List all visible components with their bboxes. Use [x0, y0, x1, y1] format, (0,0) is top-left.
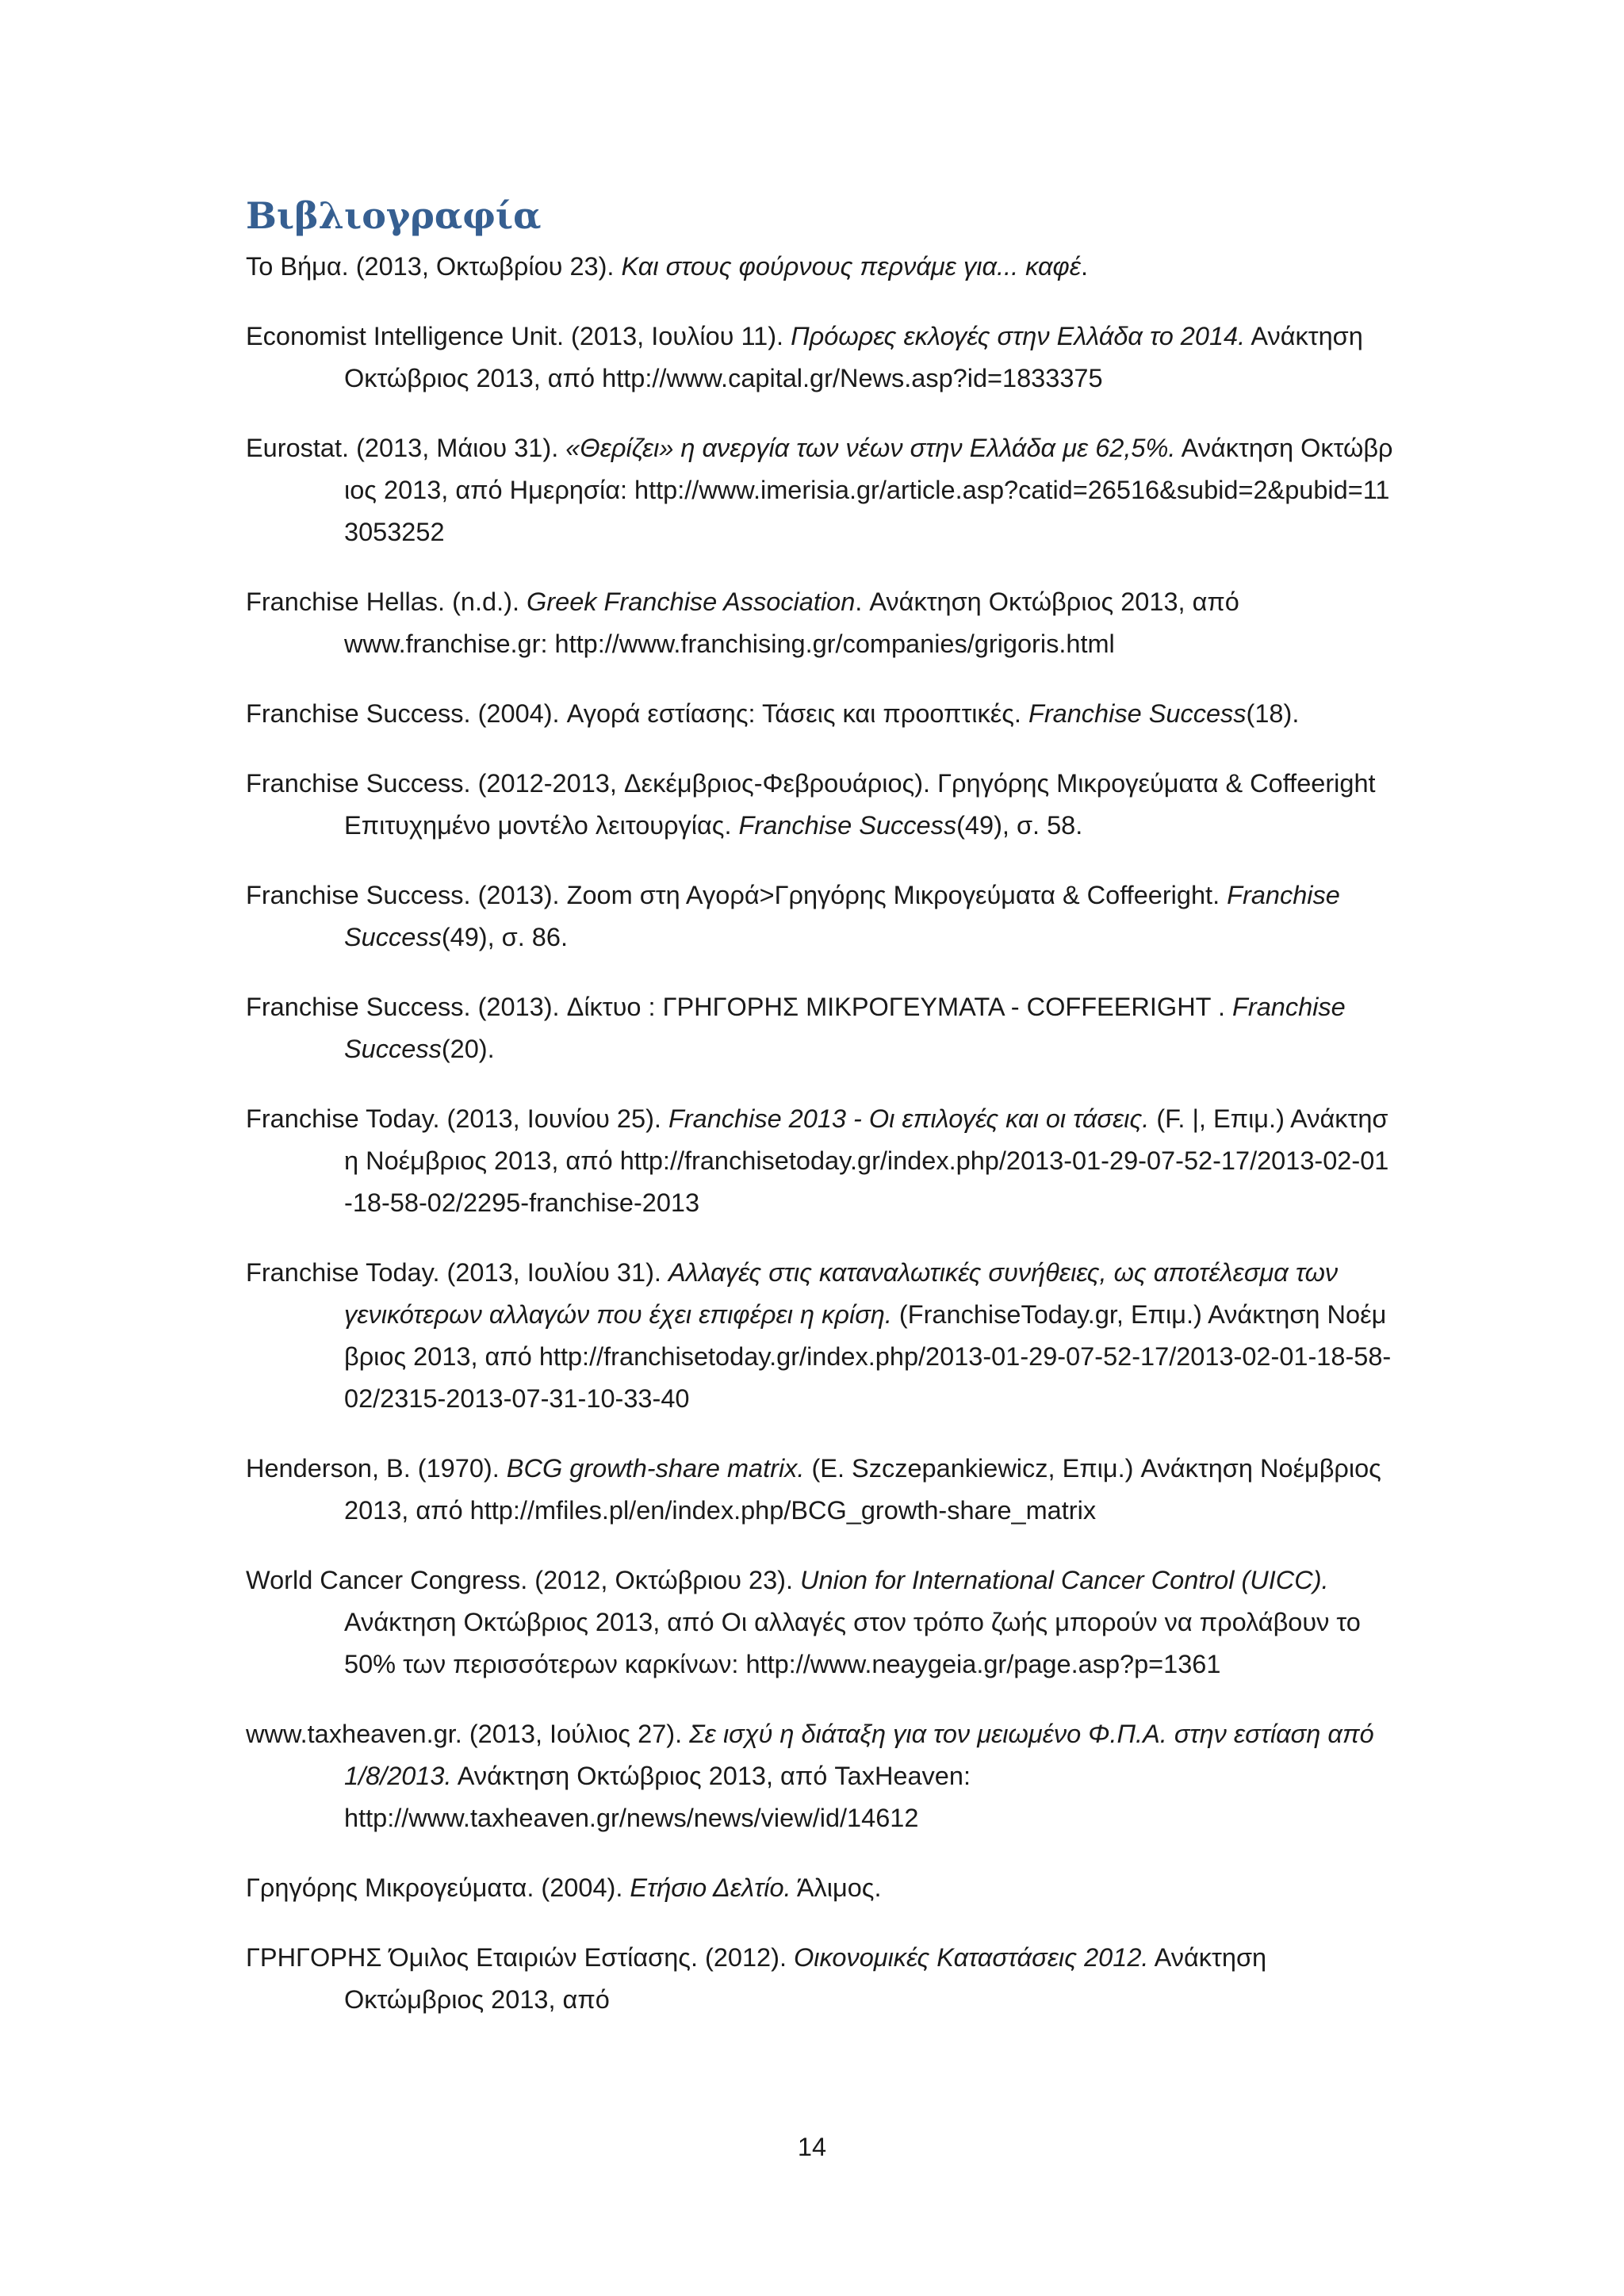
bibliography-entry — [246, 986, 1396, 1070]
entry-rest: (E. Szczepankiewicz, Επιμ.) Ανάκτηση Νοέμβριος 2013, από http://mfiles.pl/en/index.php/BCG_growth-share_matrix — [344, 1454, 1381, 1525]
entry-title: Franchise Success — [738, 811, 957, 840]
bibliography-entry — [246, 1559, 1396, 1686]
entry-title: Franchise Success — [344, 881, 1340, 951]
entry-author: Henderson, B. (1970). — [246, 1454, 507, 1483]
entry-rest: Ανάκτηση Οκτώβριος 2013, από Οι αλλαγές στον τρόπο ζωής μπορούν να προλάβουν το 50% των περισσότερων καρκίνων: http://www.neaygeia.gr/page.asp?p=1361 — [344, 1608, 1361, 1678]
bibliography-entry — [246, 581, 1396, 665]
entry-title: Αλλαγές στις καταναλωτικές συνήθειες, ως αποτέλεσμα των γενικότερων αλλαγών που έχει επιφέρει η κρίση. — [344, 1258, 1339, 1329]
entry-rest: Άλιμος. — [791, 1873, 882, 1902]
entry-title: BCG growth-share matrix. — [506, 1454, 805, 1483]
entry-rest: (49), σ. 58. — [956, 811, 1083, 840]
entry-title: Franchise Success — [344, 993, 1346, 1063]
entry-author: ΓΡΗΓΟΡΗΣ Όμιλος Εταιριών Εστίασης. (2012). — [246, 1943, 795, 1972]
entry-author: Γρηγόρης Μικρογεύματα. (2004). — [246, 1873, 630, 1902]
entry-rest: Ανάκτηση Οκτώμβριος 2013, από — [344, 1943, 1267, 2014]
entry-author: Franchise Success. (2013). Zoom στη Αγορά>Γρηγόρης Μικρογεύματα & Coffeeright. — [246, 881, 1228, 909]
entry-rest: Ανάκτηση Οκτώβριος 2013, από Ημερησία: http://www.imerisia.gr/article.asp?catid=26516&subid=2&pubid=113053252 — [344, 434, 1393, 546]
entry-rest: (F. |, Επιμ.) Ανάκτηση Νοέμβριος 2013, από http://franchisetoday.gr/index.php/2013-01-29-07-52-17/2013-02-01-18-58-02/2295-franchise-2013 — [344, 1104, 1389, 1217]
entry-title: Και στους φούρνους περνάμε για... καφέ — [621, 252, 1081, 281]
entry-rest: (18). — [1246, 699, 1300, 728]
entry-title: Greek Franchise Association — [527, 587, 856, 616]
entry-author: Franchise Success. (2012-2013, Δεκέμβριος-Φεβρουάριος). Γρηγόρης Μικρογεύματα & Coffeeright Επιτυχημένο μοντέλο λειτουργίας. — [246, 769, 1376, 840]
entry-rest: . — [1081, 252, 1089, 281]
bibliography-entry — [246, 316, 1396, 400]
bibliography-entry — [246, 693, 1396, 735]
entry-title: Σε ισχύ η διάταξη για τον μειωμένο Φ.Π.Α. στην εστίαση από 1/8/2013. — [344, 1720, 1374, 1790]
entry-title: Οικονομικές Καταστάσεις 2012. — [794, 1943, 1149, 1972]
entry-author: Franchise Success. (2013). Δίκτυο : ΓΡΗΓΟΡΗΣ ΜΙΚΡΟΓΕΥΜΑΤΑ - COFFEERIGHT . — [246, 993, 1233, 1021]
entry-rest: (FranchiseToday.gr, Επιμ.) Ανάκτηση Νοέμβριος 2013, από http://franchisetoday.gr/index.php/2013-01-29-07-52-17/2013-02-01-18-58-02/2315-2013-07-31-10-33-40 — [344, 1300, 1392, 1413]
entry-author: Το Βήμα. (2013, Οκτωβρίου 23). — [246, 252, 622, 281]
bibliography-list — [246, 246, 1396, 2049]
bibliography-entry — [246, 427, 1396, 553]
entry-author: Franchise Today. (2013, Ιουλίου 31). — [246, 1258, 668, 1287]
entry-rest: (20). — [441, 1035, 495, 1063]
entry-author: Eurostat. (2013, Μάιου 31). — [246, 434, 566, 462]
entry-author: Franchise Today. (2013, Ιουνίου 25). — [246, 1104, 668, 1133]
bibliography-entry — [246, 246, 1396, 288]
bibliography-entry — [246, 1448, 1396, 1532]
entry-author: Economist Intelligence Unit. (2013, Ιουλίου 11). — [246, 322, 791, 350]
page-number: 14 — [797, 2133, 827, 2161]
entry-rest: Ανάκτηση Οκτώβριος 2013, από TaxHeaven: http://www.taxheaven.gr/news/news/view/id/14612 — [344, 1762, 971, 1832]
bibliography-entry — [246, 1937, 1396, 2021]
entry-author: World Cancer Congress. (2012, Οκτώβριου 23). — [246, 1566, 801, 1594]
entry-title: Ετήσιο Δελτίο. — [630, 1873, 791, 1902]
bibliography-entry — [246, 1867, 1396, 1909]
entry-rest: (49), σ. 86. — [441, 923, 568, 951]
bibliography-entry — [246, 1252, 1396, 1420]
entry-title: «Θερίζει» η ανεργία των νέων στην Ελλάδα με 62,5%. — [565, 434, 1176, 462]
bibliography-heading: Βιβλιογραφία — [246, 194, 542, 237]
bibliography-entry — [246, 1098, 1396, 1224]
bibliography-entry — [246, 874, 1396, 959]
entry-title: Franchise 2013 - Οι επιλογές και οι τάσεις. — [668, 1104, 1150, 1133]
entry-author: Franchise Success. (2004). Αγορά εστίασης: Τάσεις και προοπτικές. — [246, 699, 1028, 728]
entry-title: Πρόωρες εκλογές στην Ελλάδα το 2014. — [791, 322, 1246, 350]
bibliography-entry — [246, 1713, 1396, 1839]
entry-author: Franchise Hellas. (n.d.). — [246, 587, 527, 616]
entry-title: Union for International Cancer Control (UICC). — [800, 1566, 1329, 1594]
entry-rest: . Ανάκτηση Οκτώβριος 2013, από www.franchise.gr: http://www.franchising.gr/companies/grigoris.html — [344, 587, 1239, 658]
bibliography-entry — [246, 763, 1396, 847]
entry-author: www.taxheaven.gr. (2013, Ιούλιος 27). — [246, 1720, 690, 1748]
entry-rest: Ανάκτηση Οκτώβριος 2013, από http://www.capital.gr/News.asp?id=1833375 — [344, 322, 1363, 392]
entry-title: Franchise Success — [1028, 699, 1247, 728]
